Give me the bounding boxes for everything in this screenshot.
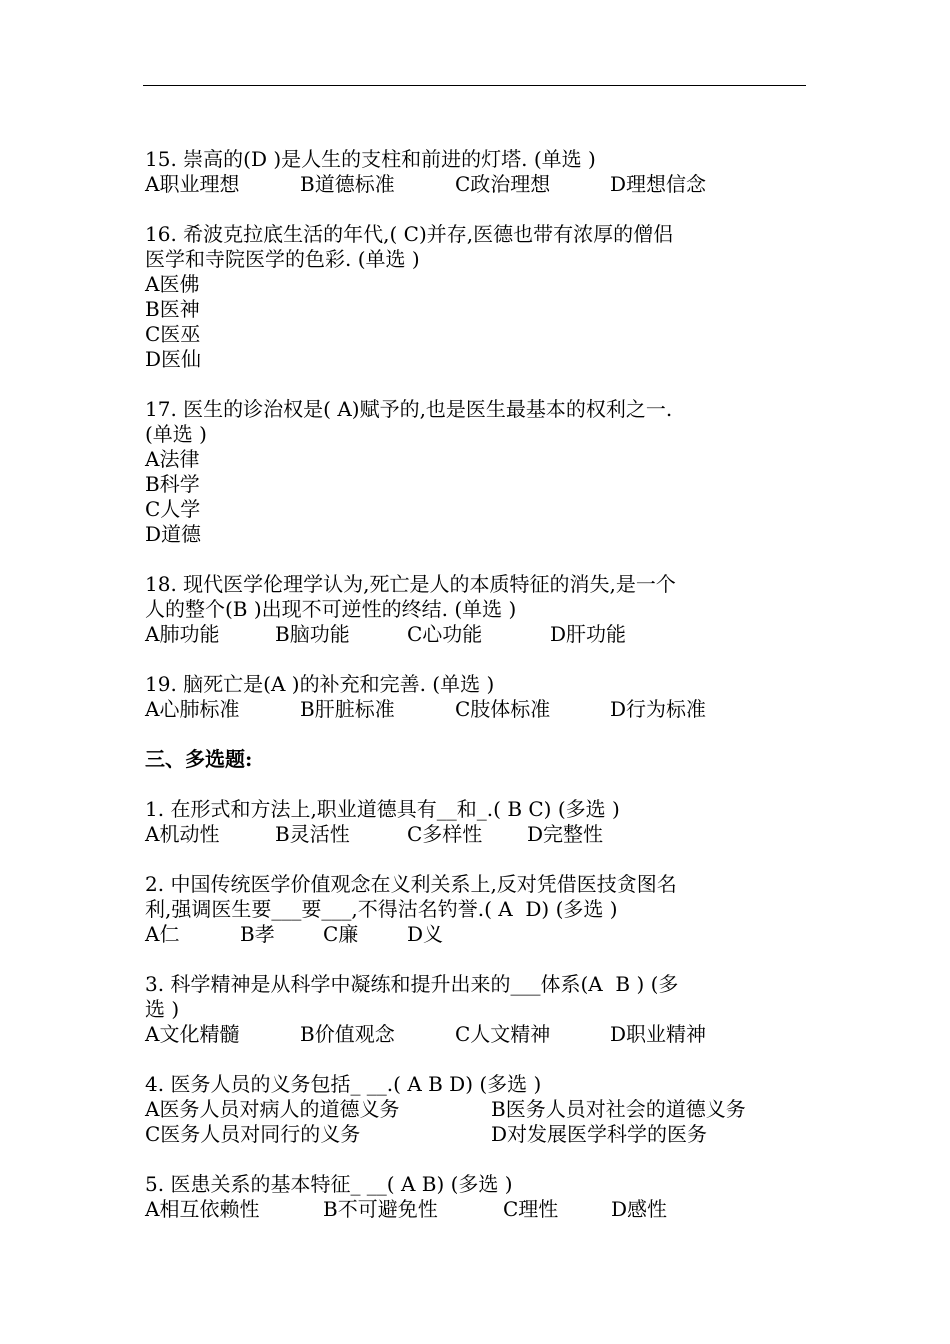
option-c: C理性 (503, 1197, 559, 1221)
question-text: 4. 医务人员的义务包括_ __.( A B D) (多选 ) (145, 1072, 542, 1096)
multi-question-1 (145, 797, 810, 847)
option-c: C医务人员对同行的义务 (145, 1122, 361, 1146)
option-d: D道德 (145, 522, 202, 546)
option-a: A医务人员对病人的道德义务 (145, 1097, 400, 1121)
option-c: C廉 (323, 922, 359, 946)
option-c: C医巫 (145, 322, 201, 346)
option-b: B医神 (145, 297, 200, 321)
question-text: 16. 希波克拉底生活的年代,( C)并存,医德也带有浓厚的僧侣 (145, 222, 674, 246)
option-d: D医仙 (145, 347, 202, 371)
option-a: A文化精髓 (145, 1022, 240, 1046)
question-text: 19. 脑死亡是(A )的补充和完善. (单选 ) (145, 672, 495, 696)
question-text: 5. 医患关系的基本特征_ __( A B) (多选 ) (145, 1172, 513, 1196)
options-row (145, 822, 810, 847)
options-row (145, 1197, 810, 1222)
option-d: D肝功能 (550, 622, 627, 646)
option-b: B灵活性 (275, 822, 350, 846)
option-c: C多样性 (407, 822, 483, 846)
question-text-cont: 选 ) (145, 997, 180, 1021)
question-text: 1. 在形式和方法上,职业道德具有__和_.( B C) (多选 ) (145, 797, 620, 821)
option-b: B科学 (145, 472, 200, 496)
multi-question-3 (145, 972, 810, 1047)
option-b: B脑功能 (275, 622, 350, 646)
option-d: D理想信念 (610, 172, 707, 196)
option-d: D职业精神 (610, 1022, 707, 1046)
option-d: D完整性 (527, 822, 604, 846)
option-a: A机动性 (145, 822, 220, 846)
question-16 (145, 222, 810, 372)
multi-question-2 (145, 872, 810, 947)
option-a: A心肺标准 (145, 697, 240, 721)
option-b: B医务人员对社会的道德义务 (491, 1097, 746, 1121)
question-text: 18. 现代医学伦理学认为,死亡是人的本质特征的消失,是一个 (145, 572, 676, 596)
question-15 (145, 147, 810, 197)
question-text-cont: (单选 ) (145, 422, 207, 446)
option-c: C政治理想 (455, 172, 551, 196)
question-text: 3. 科学精神是从科学中凝练和提升出来的___体系(A B ) (多 (145, 972, 679, 996)
question-text-cont: 医学和寺院医学的色彩. (单选 ) (145, 247, 420, 271)
question-18 (145, 572, 810, 647)
option-a: A仁 (145, 922, 180, 946)
options-row (145, 622, 810, 647)
header-rule (143, 85, 806, 86)
option-a: A法律 (145, 447, 200, 471)
option-b: B孝 (240, 922, 275, 946)
option-b: B道德标准 (300, 172, 395, 196)
options-row (145, 1122, 810, 1147)
option-a: A肺功能 (145, 622, 220, 646)
options-row (145, 172, 810, 197)
question-text: 15. 崇高的(D )是人生的支柱和前进的灯塔. (单选 ) (145, 147, 596, 171)
option-d: D对发展医学科学的医务 (491, 1122, 708, 1146)
option-c: C人文精神 (455, 1022, 551, 1046)
option-d: D感性 (611, 1197, 668, 1221)
option-a: A职业理想 (145, 172, 240, 196)
question-text: 2. 中国传统医学价值观念在义利关系上,反对凭借医技贪图名 (145, 872, 677, 896)
option-d: D义 (407, 922, 444, 946)
option-c: C心功能 (407, 622, 483, 646)
multi-question-5 (145, 1172, 810, 1222)
option-c: C人学 (145, 497, 201, 521)
question-text-cont: 人的整个(B )出现不可逆性的终结. (单选 ) (145, 597, 517, 621)
option-b: B肝脏标准 (300, 697, 395, 721)
question-19 (145, 672, 810, 722)
multi-question-4 (145, 1072, 810, 1147)
option-d: D行为标准 (610, 697, 707, 721)
option-c: C肢体标准 (455, 697, 551, 721)
option-a: A医佛 (145, 272, 200, 296)
section-heading: 三、多选题: (145, 747, 253, 771)
option-b: B价值观念 (300, 1022, 395, 1046)
options-row (145, 1022, 810, 1047)
document-body (145, 147, 810, 1247)
option-b: B不可避免性 (323, 1197, 438, 1221)
option-a: A相互依赖性 (145, 1197, 260, 1221)
question-text-cont: 利,强调医生要___要___,不得沽名钓誉.( A D) (多选 ) (145, 897, 618, 921)
options-row (145, 1097, 810, 1122)
options-row (145, 922, 810, 947)
question-17 (145, 397, 810, 547)
question-text: 17. 医生的诊治权是( A)赋予的,也是医生最基本的权利之一. (145, 397, 673, 421)
options-row (145, 697, 810, 722)
